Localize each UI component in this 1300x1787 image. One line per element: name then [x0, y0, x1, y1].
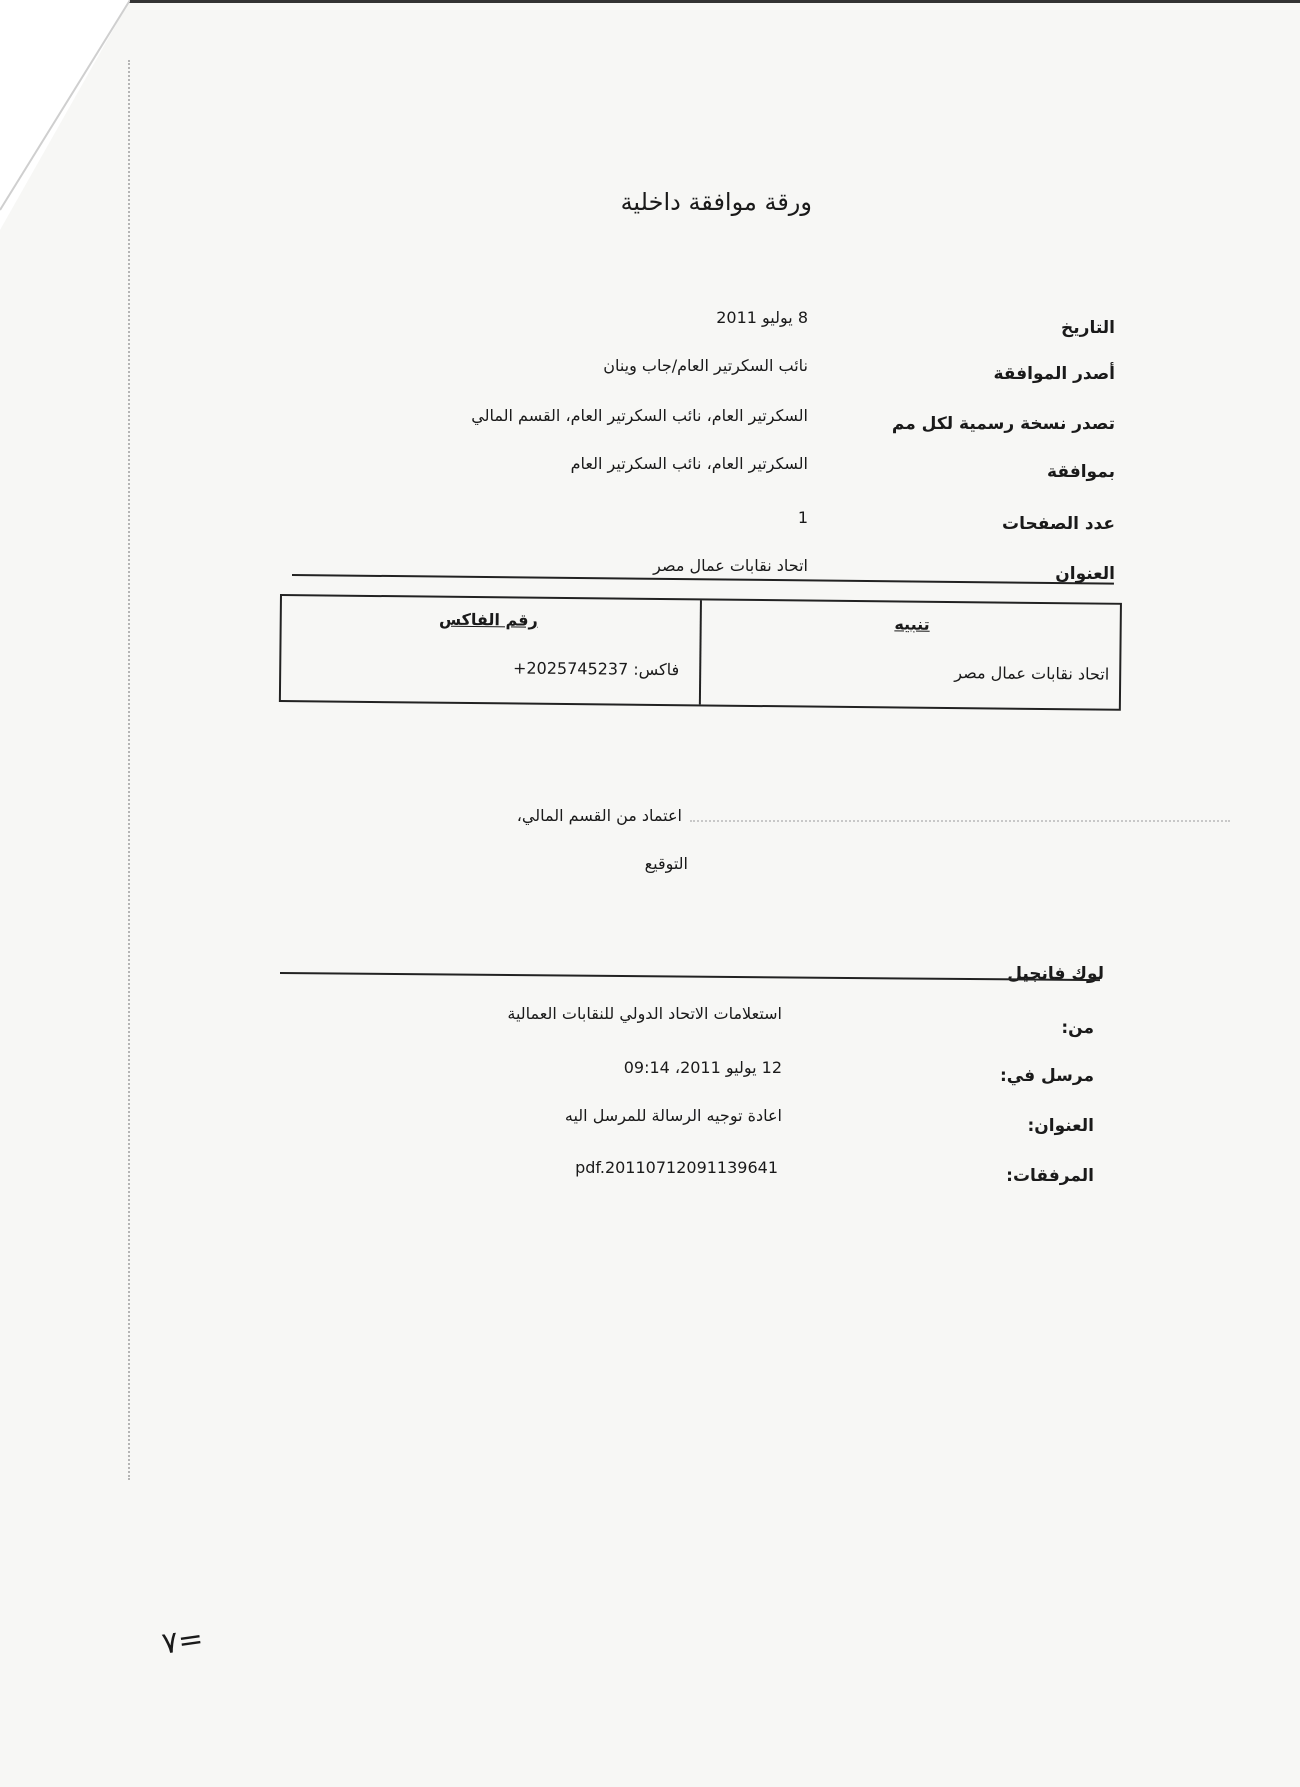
- scan-margin-dots: [128, 60, 132, 1480]
- field-value-approval: السكرتير العام، نائب السكرتير العام: [570, 454, 808, 473]
- email-value-attachments: pdf.20110712091139641: [575, 1158, 778, 1177]
- folded-corner: [0, 0, 130, 230]
- field-value-issued-by: نائب السكرتير العام/جاب وينان: [603, 356, 808, 375]
- fax-table: [279, 594, 1122, 711]
- email-label-sent: مرسل في:: [999, 1066, 1094, 1086]
- field-label-copies: تصدر نسخة رسمية لكل مم: [891, 414, 1115, 434]
- email-sender-name: لوك فانجيل: [1007, 964, 1104, 984]
- email-divider: [280, 972, 1100, 981]
- email-label-subject: العنوان:: [1027, 1116, 1094, 1136]
- attention-header: تنبيه: [894, 614, 930, 634]
- attention-value: اتحاد نقابات عمال مصر: [954, 663, 1110, 684]
- fax-table-attention-cell: [701, 600, 1120, 708]
- email-value-sent: 12 يوليو 2011، 09:14: [623, 1058, 782, 1077]
- field-value-copies: السكرتير العام، نائب السكرتير العام، القسم المالي: [471, 406, 808, 425]
- field-label-pages: عدد الصفحات: [1002, 514, 1115, 534]
- handwritten-page-mark: ٧=: [159, 1621, 206, 1662]
- field-label-approval: بموافقة: [1047, 462, 1115, 482]
- scan-top-edge-right: [110, 0, 1300, 3]
- field-label-issued-by: أصدر الموافقة: [993, 364, 1115, 384]
- approval-note: اعتماد من القسم المالي،: [516, 806, 682, 825]
- email-value-subject: اعادة توجيه الرسالة للمرسل اليه: [564, 1106, 782, 1125]
- fax-number-value: فاكس: 2025745237+: [512, 658, 680, 680]
- signature-dotted-line: [690, 820, 1230, 822]
- field-label-address: العنوان: [1055, 564, 1115, 584]
- field-value-date: 8 يوليو 2011: [716, 308, 808, 327]
- email-label-from: من:: [1061, 1018, 1094, 1038]
- document-title: ورقة موافقة داخلية: [620, 188, 812, 216]
- fax-table-fax-cell: [281, 596, 702, 704]
- field-value-address: اتحاد نقابات عمال مصر: [653, 556, 808, 575]
- email-label-attachments: المرفقات:: [1006, 1166, 1094, 1186]
- signature-label: التوقيع: [644, 854, 688, 873]
- field-value-pages: 1: [797, 508, 808, 527]
- email-value-from: استعلامات الاتحاد الدولي للنقابات العمالية: [507, 1004, 782, 1023]
- fax-number-header: رقم الفاكس: [438, 609, 538, 630]
- field-label-date: التاريخ: [1061, 318, 1115, 338]
- header-divider: [292, 574, 1114, 585]
